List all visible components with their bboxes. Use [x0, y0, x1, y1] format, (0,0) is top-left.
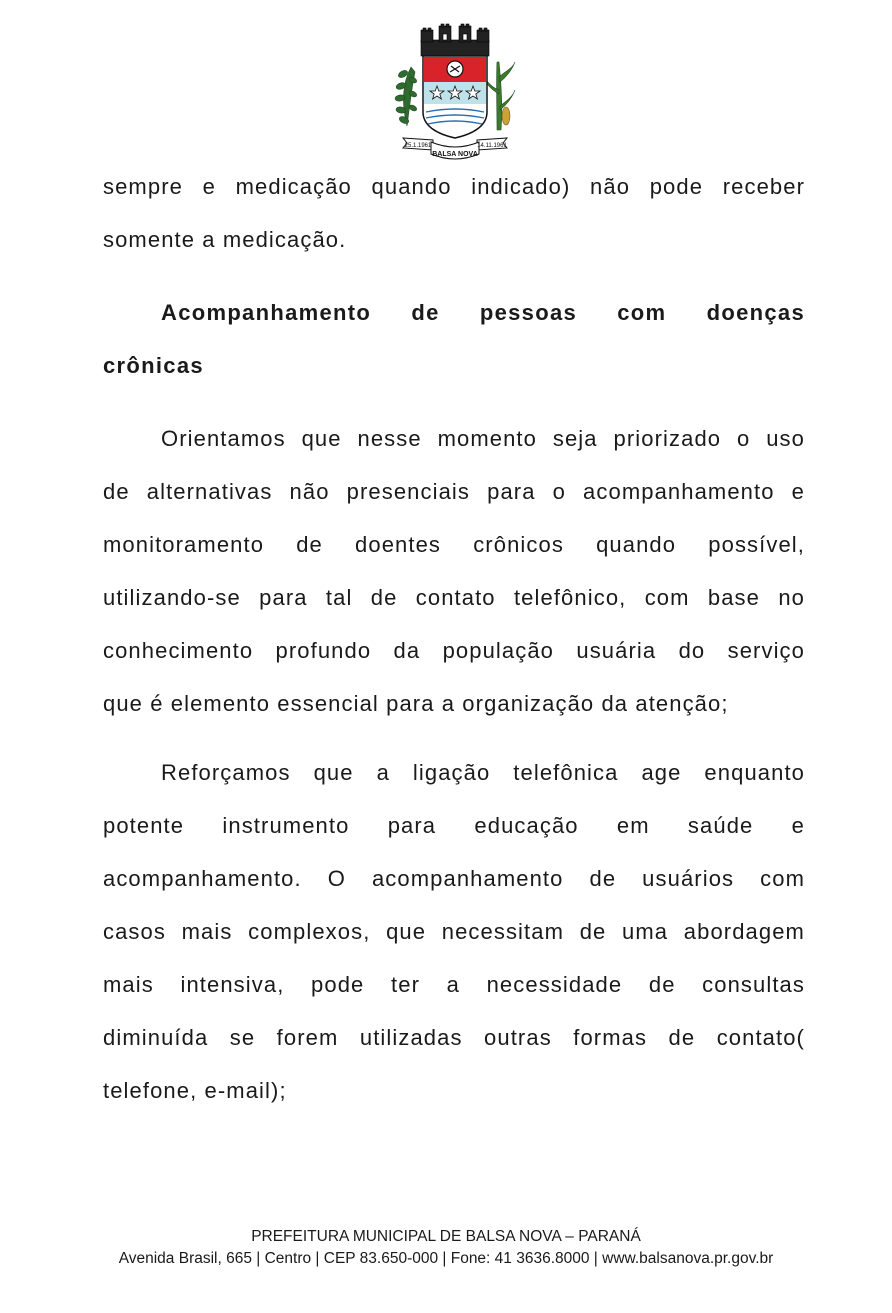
shield-icon — [423, 56, 487, 138]
text-line: diminuída se forem utilizadas outras formas de contato( — [103, 1025, 805, 1050]
text-line: mais intensiva, pode ter a necessidade de consultas — [103, 972, 805, 997]
text-line: conhecimento profundo da população usuária do serviço — [103, 638, 805, 663]
paragraph-phone-call — [103, 746, 805, 1117]
mural-crown-icon — [421, 24, 489, 56]
text-line: somente a medicação. — [103, 227, 347, 252]
svg-text:25.1.1961: 25.1.1961 — [404, 143, 432, 149]
paragraph-telehealth — [103, 412, 805, 730]
text-line: de alternativas não presenciais para o acompanhamento e — [103, 479, 805, 504]
right-corn-icon — [483, 62, 515, 130]
page-footer — [0, 1226, 892, 1270]
text-line: Reforçamos que a ligação telefônica age enquanto — [161, 760, 805, 785]
coat-of-arms-icon — [393, 22, 517, 162]
svg-text:14.11.1961: 14.11.1961 — [477, 143, 507, 149]
text-line: sempre e medicação quando indicado) não pode receber — [103, 174, 805, 199]
text-line: que é elemento essencial para a organização da atenção; — [103, 691, 729, 716]
text-line: monitoramento de doentes crônicos quando possível, — [103, 532, 805, 557]
footer-title: PREFEITURA MUNICIPAL DE BALSA NOVA – PARANÁ — [251, 1228, 641, 1245]
text-line: casos mais complexos, que necessitam de uma abordagem — [103, 919, 805, 944]
left-branch-icon — [395, 67, 418, 126]
continuation-paragraph — [103, 160, 805, 266]
text-line: Orientamos que nesse momento seja priorizado o uso — [161, 426, 805, 451]
text-line: acompanhamento. O acompanhamento de usuários com — [103, 866, 805, 891]
heading-line: Acompanhamento de pessoas com doenças — [161, 300, 805, 325]
motto-ribbon-icon — [403, 138, 507, 159]
text-line: utilizando-se para tal de contato telefônico, com base no — [103, 585, 805, 610]
footer-address: Avenida Brasil, 665 | Centro | CEP 83.650-000 | Fone: 41 3636.8000 | www.balsanova.pr.gov.br — [118, 1250, 774, 1267]
document-body — [103, 160, 805, 1117]
text-line: telefone, e-mail); — [103, 1078, 287, 1103]
text-line: potente instrumento para educação em saúde e — [103, 813, 805, 838]
svg-text:BALSA NOVA: BALSA NOVA — [432, 151, 478, 158]
section-heading — [103, 286, 805, 392]
heading-line: crônicas — [103, 353, 204, 378]
